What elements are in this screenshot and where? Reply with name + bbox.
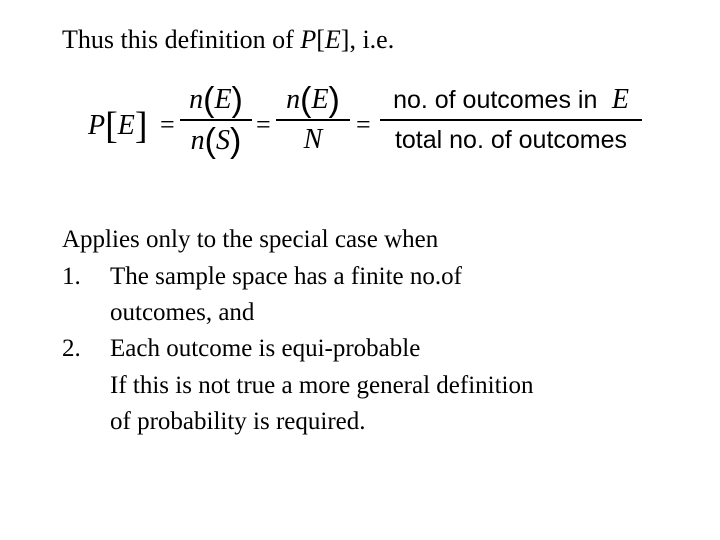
note-paragraph <box>110 368 534 440</box>
fraction-1-bar <box>180 119 252 121</box>
fraction-1-num-close-paren: ) <box>231 81 243 119</box>
fraction-1-num-n: n <box>189 84 204 115</box>
intro-close-bracket: ] <box>340 25 350 54</box>
formula-eq-3: = <box>356 110 371 139</box>
list-item-line: The sample space has a finite no.of <box>110 263 462 290</box>
intro-prefix: Thus this definition of <box>62 25 301 54</box>
note-line: of probability is required. <box>110 408 366 435</box>
fraction-2 <box>276 82 350 157</box>
note-line: If this is not true a more general definition <box>110 372 534 399</box>
conditions-list <box>62 259 462 367</box>
fraction-1-den-arg: S <box>216 125 230 156</box>
intro-symbol-e: E <box>324 25 341 54</box>
fraction-2-denominator: N <box>303 124 323 155</box>
formula-lhs-close: ] <box>134 105 148 147</box>
formula-eq-2: = <box>256 110 271 139</box>
fraction-3-num-text: no. of outcomes in <box>393 86 598 114</box>
list-item-number: 2. <box>62 335 81 362</box>
fraction-2-num-n: n <box>286 84 301 115</box>
fraction-1-den-open-paren: ( <box>204 122 216 160</box>
formula-eq-1: = <box>160 110 175 139</box>
formula-lhs <box>88 105 148 147</box>
list-item-line: outcomes, and <box>110 299 255 326</box>
formula-lhs-p: P <box>88 110 106 141</box>
fraction-1-numerator <box>180 82 252 117</box>
fraction-2-num-open-paren: ( <box>300 81 312 119</box>
fraction-3-bar <box>380 119 642 121</box>
intro-suffix: , i.e. <box>349 25 395 54</box>
fraction-1-den-close-paren: ) <box>230 122 242 160</box>
formula-lhs-open: [ <box>105 105 118 147</box>
fraction-2-num-close-paren: ) <box>328 81 340 119</box>
list-item-line: Each outcome is equi-probable <box>110 335 421 362</box>
fraction-2-numerator <box>276 82 350 117</box>
fraction-3-denominator: total no. of outcomes <box>394 126 628 154</box>
intro-open-bracket: [ <box>316 25 325 54</box>
fraction-2-num-arg: E <box>311 84 329 115</box>
fraction-1-num-open-paren: ( <box>203 81 215 119</box>
fraction-3-numerator <box>380 82 642 117</box>
fraction-3-num-symbol: E <box>611 84 629 115</box>
formula-lhs-e: E <box>117 110 135 141</box>
intro-line <box>62 24 394 56</box>
fraction-2-bar <box>276 119 350 121</box>
fraction-1 <box>180 82 252 158</box>
fraction-3 <box>380 82 642 157</box>
list-item <box>62 259 462 331</box>
list-item <box>62 331 462 367</box>
fraction-1-den-n: n <box>190 125 205 156</box>
intro-symbol-p: P <box>300 25 317 54</box>
fraction-1-num-arg: E <box>214 84 232 115</box>
body-lead: Applies only to the special case when <box>62 226 439 253</box>
fraction-1-denominator <box>180 123 252 158</box>
list-item-number: 1. <box>62 263 81 290</box>
